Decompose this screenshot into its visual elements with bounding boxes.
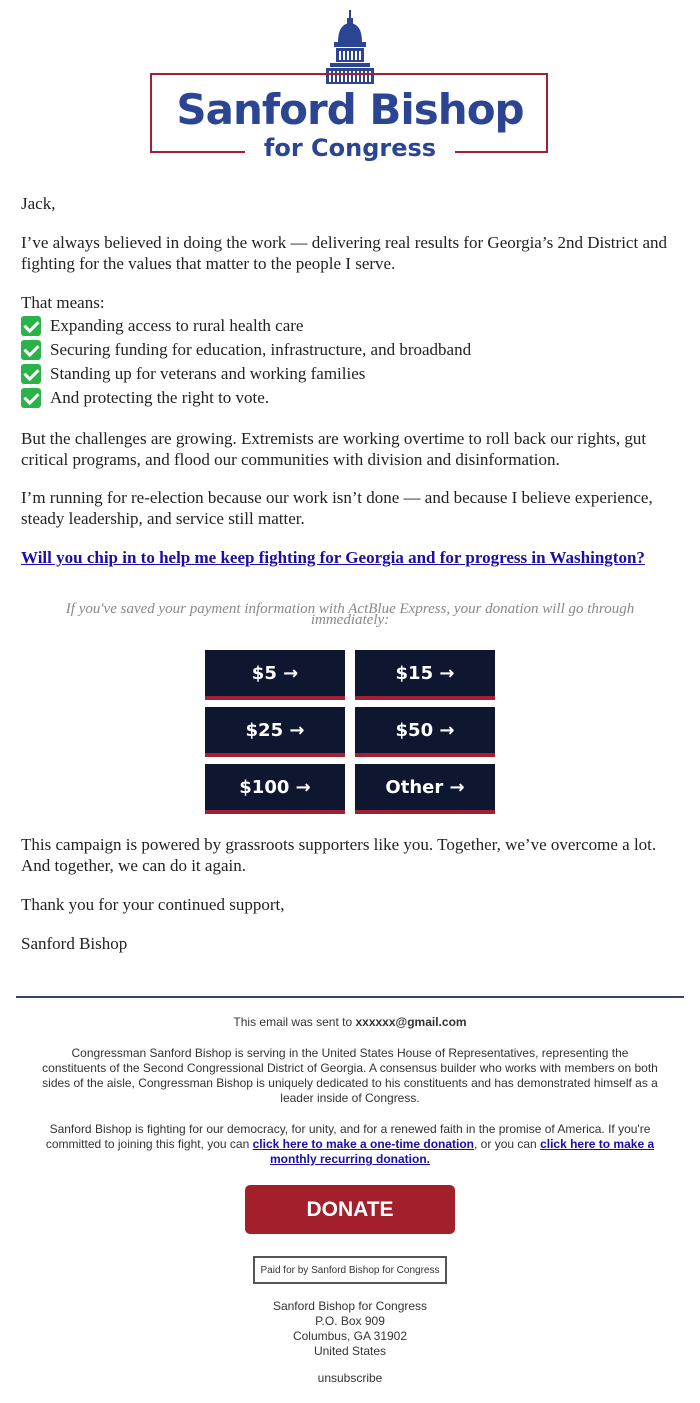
donate-5-button[interactable]: $5 →: [205, 650, 345, 700]
intro-paragraph: I’ve always believed in doing the work — delivering real results for Georgia’s 2nd District and fighting for the values that matter to the people I serve.: [21, 233, 667, 273]
greeting: Jack,: [21, 194, 56, 213]
checklist-item: [21, 387, 269, 408]
checklist-item: [21, 363, 365, 384]
donate-other-button[interactable]: Other →: [355, 764, 495, 814]
checklist-item-text: And protecting the right to vote.: [50, 388, 270, 407]
donate-15-button[interactable]: $15 →: [355, 650, 495, 700]
donate-50-button[interactable]: $50 →: [355, 707, 495, 757]
donate-100-button[interactable]: $100 →: [205, 764, 345, 814]
mailing-address: [20, 1299, 680, 1359]
footer-divider: [16, 996, 684, 998]
checkmark-icon: [21, 364, 41, 384]
or-text: , or you can: [474, 1137, 541, 1151]
campaign-logo: [150, 10, 550, 162]
monthly-donation-link[interactable]: click here to make a monthly recurring donation.: [269, 1137, 655, 1166]
recipient-email: xxxxxx@gmail.com: [355, 1015, 467, 1029]
one-time-donation-link[interactable]: click here to make a one-time donation: [252, 1137, 475, 1151]
challenges-paragraph: But the challenges are growing. Extremists are working overtime to roll back our rights, gut critical programs, and flood our communities with division and disinformation.: [21, 429, 647, 469]
donate-button[interactable]: DONATE: [245, 1185, 455, 1234]
sent-to-line: [20, 1015, 680, 1030]
logo-tagline: for Congress: [245, 134, 455, 162]
checklist-item: [21, 339, 471, 360]
thanks-line: Thank you for your continued support,: [21, 895, 285, 914]
reelection-paragraph: I’m running for re-election because our work isn’t done — and because I believe experience, steady leadership, and service still matter.: [21, 488, 653, 528]
means-label: That means:: [21, 293, 105, 312]
donate-25-button[interactable]: $25 →: [205, 707, 345, 757]
address-line: United States: [313, 1344, 387, 1358]
checklist-item-text: Expanding access to rural health care: [50, 316, 304, 335]
logo-name: Sanford Bishop: [176, 85, 524, 134]
fight-paragraph: [22, 1122, 678, 1167]
actblue-express-note: If you've saved your payment information with ActBlue Express, your donation will go through immediately:: [65, 601, 635, 628]
grassroots-paragraph: This campaign is powered by grassroots supporters like you. Together, we’ve overcome a lot. And together, we can do it again.: [21, 835, 657, 875]
checkmark-icon: [21, 316, 41, 336]
checkmark-icon: [21, 388, 41, 408]
bio-paragraph: Congressman Sanford Bishop is serving in the United States House of Representatives, representing the constituents of the Second Congressional District of Georgia. A consensus builder who works with members on both sides of the aisle, Congressman Bishop is uniquely dedicated to his constituents and has demonstrated himself as a leader inside of Congress.: [42, 1046, 658, 1105]
address-line: Sanford Bishop for Congress: [272, 1299, 428, 1313]
chip-in-link[interactable]: Will you chip in to help me keep fighting for Georgia and for progress in Washington?: [21, 548, 645, 567]
unsubscribe-link[interactable]: unsubscribe: [317, 1371, 383, 1385]
fight-text: Sanford Bishop is fighting for our democracy, for unity, and for a renewed faith in the promise of America. If you're committed to joining this fight, you can: [45, 1122, 651, 1151]
sent-to-label: This email was sent to: [233, 1015, 356, 1029]
checklist-item-text: Securing funding for education, infrastructure, and broadband: [50, 340, 472, 359]
address-line: P.O. Box 909: [315, 1314, 385, 1328]
checklist-item-text: Standing up for veterans and working families: [50, 364, 366, 383]
address-line: Columbus, GA 31902: [292, 1329, 408, 1343]
checklist-item: [21, 315, 303, 336]
paid-for-disclaimer: Paid for by Sanford Bishop for Congress: [253, 1256, 447, 1284]
checkmark-icon: [21, 340, 41, 360]
signature: Sanford Bishop: [21, 934, 128, 953]
